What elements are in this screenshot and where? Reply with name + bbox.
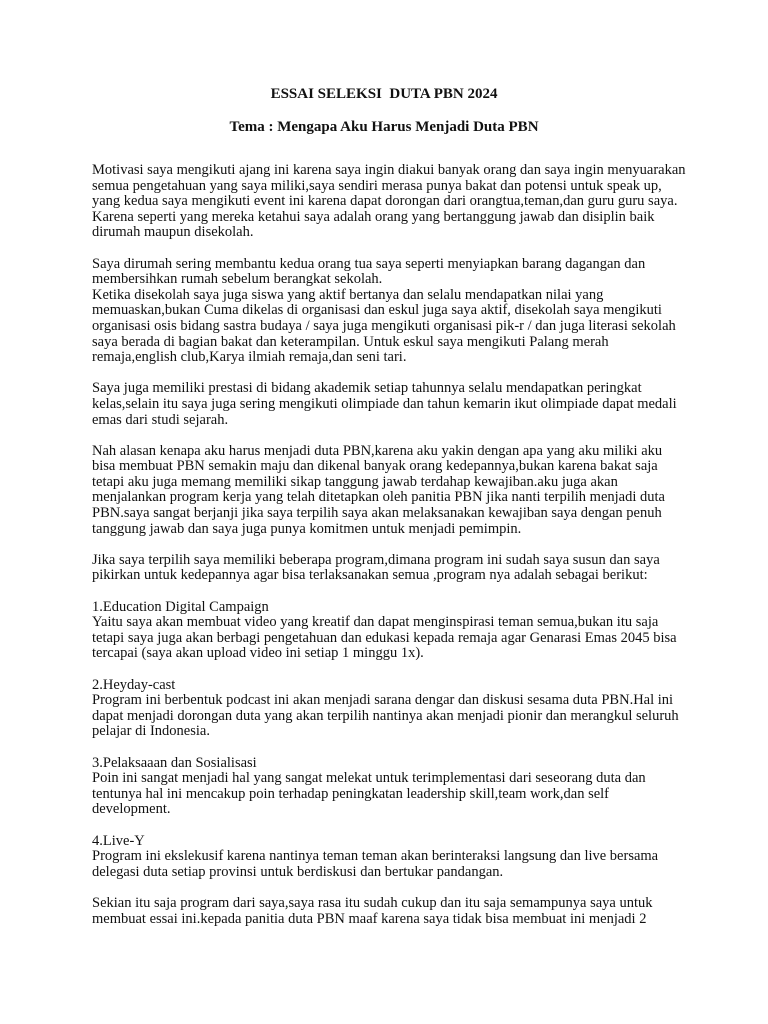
text-line: membuat essai ini.kepada panitia duta PBN maaf karena saya tidak bisa membuat ini menjadi 2 (92, 910, 647, 927)
text-line: delegasi duta setiap provinsi untuk berdiskusi dan bertukar pandangan. (92, 863, 504, 880)
text-line: 3.Pelaksaaan dan Sosialisasi (92, 754, 257, 771)
text-line: Saya juga memiliki prestasi di bidang akademik setiap tahunnya selalu mendapatkan peringkat (92, 380, 642, 397)
text-line: Program ini ekslekusif karena nantinya teman teman akan berinteraksi langsung dan live bersama (92, 848, 659, 865)
text-line: 1.Education Digital Campaign (92, 598, 269, 615)
document-subtitle: Tema : Mengapa Aku Harus Menjadi Duta PBN (229, 119, 539, 135)
paragraph (92, 834, 692, 881)
text-line: Saya dirumah sering membantu kedua orang tua saya seperti menyiapkan barang dagangan dan (92, 255, 646, 272)
text-line: remaja,english club,Karya ilmiah remaja,dan seni tari. (92, 349, 407, 366)
text-line: emas dari studi sejarah. (92, 411, 229, 428)
paragraph (92, 553, 692, 584)
text-line: Poin ini sangat menjadi hal yang sangat melekat untuk terimplementasi dari seseorang duta dan (92, 770, 646, 787)
paragraph (92, 678, 692, 740)
text-line: tetapi saya juga akan berbagi pengetahuan dan edukasi kepada remaja agar Genarasi Emas 2045 bisa (92, 629, 677, 646)
text-line: 4.Live-Y (92, 832, 145, 849)
text-line: dapat menjadi dorongan duta yang akan terpilih nantinya akan menjadi pionir dan merangkul seluruh (92, 707, 679, 724)
text-line: pelajar di Indonesia. (92, 723, 210, 740)
text-line: Program ini berbentuk podcast ini akan menjadi sarana dengar dan diskusi sesama duta PBN.Hal ini (92, 692, 674, 709)
text-line: memuaskan,bukan Cuma dikelas di organisasi dan eskul juga saya aktif, disekolah saya mengikuti (92, 302, 662, 319)
text-line: Karena seperti yang mereka ketahui saya adalah orang yang bertanggung jawab dan disiplin baik (92, 208, 655, 225)
text-line: semua pengetahuan yang saya miliki,saya sendiri merasa punya bakat dan potensi untuk speak up, (92, 177, 662, 194)
paragraph (92, 600, 692, 662)
text-line: menjalankan program kerja yang telah ditetapkan oleh panitia PBN jika nanti terpilih menjadi duta (92, 489, 665, 506)
paragraph (92, 381, 692, 428)
text-line: dirumah maupun disekolah. (92, 224, 254, 241)
text-line: 2.Heyday-cast (92, 676, 176, 693)
text-line: tanggung jawab dan saya juga punya komitmen untuk menjadi pemimpin. (92, 520, 522, 537)
text-line: development. (92, 801, 171, 818)
text-line: tercapai (saya akan upload video ini setiap 1 minggu 1x). (92, 645, 424, 662)
text-line: tentunya hal ini mencakup poin terhadap peningkatan leadership skill,team work,dan self (92, 785, 610, 802)
paragraph (92, 444, 692, 538)
text-line: pikirkan untuk kedepannya agar bisa terlaksanakan semua ,program nya adalah sebagai berikut: (92, 567, 648, 584)
text-line: Jika saya terpilih saya memiliki beberapa program,dimana program ini sudah saya susun dan saya (92, 551, 660, 568)
text-line: membersihkan rumah sebelum berangkat sekolah. (92, 271, 383, 288)
text-line: Nah alasan kenapa aku harus menjadi duta PBN,karena aku yakin dengan apa yang aku miliki aku (92, 442, 663, 459)
paragraph (92, 163, 692, 241)
text-line: Sekian itu saja program dari saya,saya rasa itu sudah cukup dan itu saja semampunya saya untuk (92, 894, 653, 911)
document-title: ESSAI SELEKSI DUTA PBN 2024 (270, 86, 498, 102)
paragraph (92, 896, 692, 927)
text-line: Yaitu saya akan membuat video yang kreatif dan dapat menginspirasi teman semua,bukan itu saja (92, 614, 659, 631)
text-line: Ketika disekolah saya juga siswa yang aktif bertanya dan selalu mendapatkan nilai yang (92, 286, 604, 303)
paragraph (92, 257, 692, 366)
text-line: PBN.saya sangat berjanji jika saya terpilih saya akan melaksanakan kewajiban saya dengan penuh (92, 505, 662, 522)
document-body (92, 163, 692, 943)
text-line: Motivasi saya mengikuti ajang ini karena saya ingin diakui banyak orang dan saya ingin menyuarakan (92, 162, 686, 178)
text-line: yang kedua saya mengikuti event ini karena dapat dorongan dari orangtua,teman,dan guru guru saya. (92, 193, 678, 210)
text-line: tetapi aku juga memang memiliki sikap tanggung jawab terdahap kewajiban.aku juga akan (92, 473, 618, 490)
text-line: bisa membuat PBN semakin maju dan dikenal banyak orang kedepannya,bukan karena bakat saja (92, 458, 658, 475)
text-line: organisasi osis bidang sastra budaya / saya juga mengikuti organisasi pik-r / dan juga literasi sekolah (92, 317, 676, 334)
text-line: saya berada di bagian bakat dan keterampilan. Untuk eskul saya mengikuti Palang merah (92, 333, 609, 350)
text-line: kelas,selain itu saya juga sering mengikuti olimpiade dan tahun kemarin ikut olimpiade dapat medali (92, 395, 677, 412)
paragraph (92, 756, 692, 818)
